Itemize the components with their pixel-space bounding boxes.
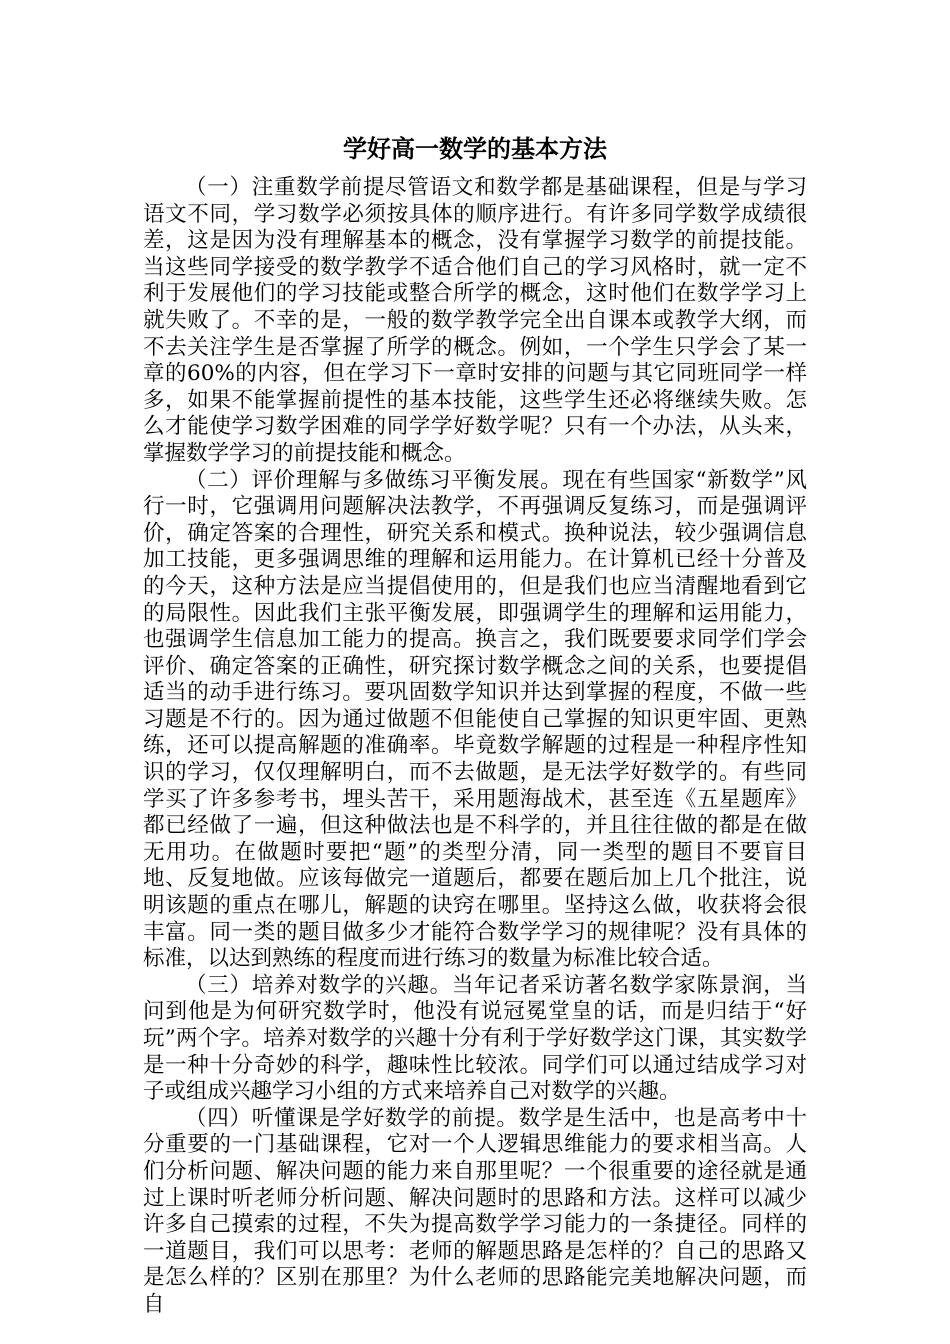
paragraph-4: （四）听懂课是学好数学的前提。数学是生活中，也是高考中十分重要的一门基础课程，它对一个人逻辑思维能力的要求相当高。人们分析问题、解决问题的能力来自那里呢？一个很重要的途径就是通过上课时听老师分析问题、解决问题时的思路和方法。这样可以减少许多自己摸索的过程，不失为提高数学学习能力的一条捷径。同样的一道题目，我们可以思考：老师的解题思路是怎样的？自己的思路又是怎么样的？区别在那里？为什么老师的思路能完美地解决问题，而自	[143, 1105, 807, 1317]
document-body	[143, 175, 807, 1319]
document-title: 学好高一数学的基本方法	[343, 134, 607, 163]
paragraph-1: （一）注重数学前提尽管语文和数学都是基础课程，但是与学习语文不同，学习数学必须按具体的顺序进行。有许多同学数学成绩很差，这是因为没有理解基本的概念，没有掌握学习数学的前提技能。当这些同学接受的数学教学不适合他们自己的学习风格时，就一定不利于发展他们的学习技能或整合所学的概念，这时他们在数学学习上就失败了。不幸的是，一般的数学教学完全出自课本或教学大纲，而不去关注学生是否掌握了所学的概念。例如，一个学生只学会了某一章的60%的内容，但在学习下一章时安排的问题与其它同班同学一样多，如果不能掌握前提性的基本技能，这些学生还必将继续失败。怎么才能使学习数学困难的同学学好数学呢？只有一个办法，从头来，掌握数学学习的前提技能和概念。	[143, 175, 807, 466]
paragraph-3: （三）培养对数学的兴趣。当年记者采访著名数学家陈景润，当问到他是为何研究数学时，他没有说冠冕堂皇的话，而是归结于“好玩”两个字。培养对数学的兴趣十分有利于学好数学这门课，其实数学是一种十分奇妙的科学，趣味性比较浓。同学们可以通过结成学习对子或组成兴趣学习小组的方式来培养自己对数学的兴趣。	[143, 972, 807, 1105]
paragraph-2: （二）评价理解与多做练习平衡发展。现在有些国家“新数学”风行一时，它强调用问题解决法教学，不再强调反复练习，而是强调评价，确定答案的合理性，研究关系和模式。换种说法，较少强调信息加工技能，更多强调思维的理解和运用能力。在计算机已经十分普及的今天，这种方法是应当提倡使用的，但是我们也应当清醒地看到它的局限性。因此我们主张平衡发展，即强调学生的理解和运用能力，也强调学生信息加工能力的提高。换言之，我们既要要求同学们学会评价、确定答案的正确性，研究探讨数学概念之间的关系，也要提倡适当的动手进行练习。要巩固数学知识并达到掌握的程度，不做一些习题是不行的。因为通过做题不但能使自己掌握的知识更牢固、更熟练，还可以提高解题的准确率。毕竟数学解题的过程是一种程序性知识的学习，仅仅理解明白，而不去做题，是无法学好数学的。有些同学买了许多参考书，埋头苦干，采用题海战术，甚至连《五星题库》都已经做了一遍，但这种做法也是不科学的，并且往往做的都是在做无用功。在做题时要把“题”的类型分清，同一类型的题目不要盲目地、反复地做。应该每做完一道题后，都要在题后加上几个批注，说明该题的重点在哪儿，解题的诀窍在哪里。坚持这么做，收获将会很丰富。同一类的题目做多少才能符合数学学习的规律呢？没有具体的标准，以达到熟练的程度而进行练习的数量为标准比较合适。	[143, 467, 807, 972]
